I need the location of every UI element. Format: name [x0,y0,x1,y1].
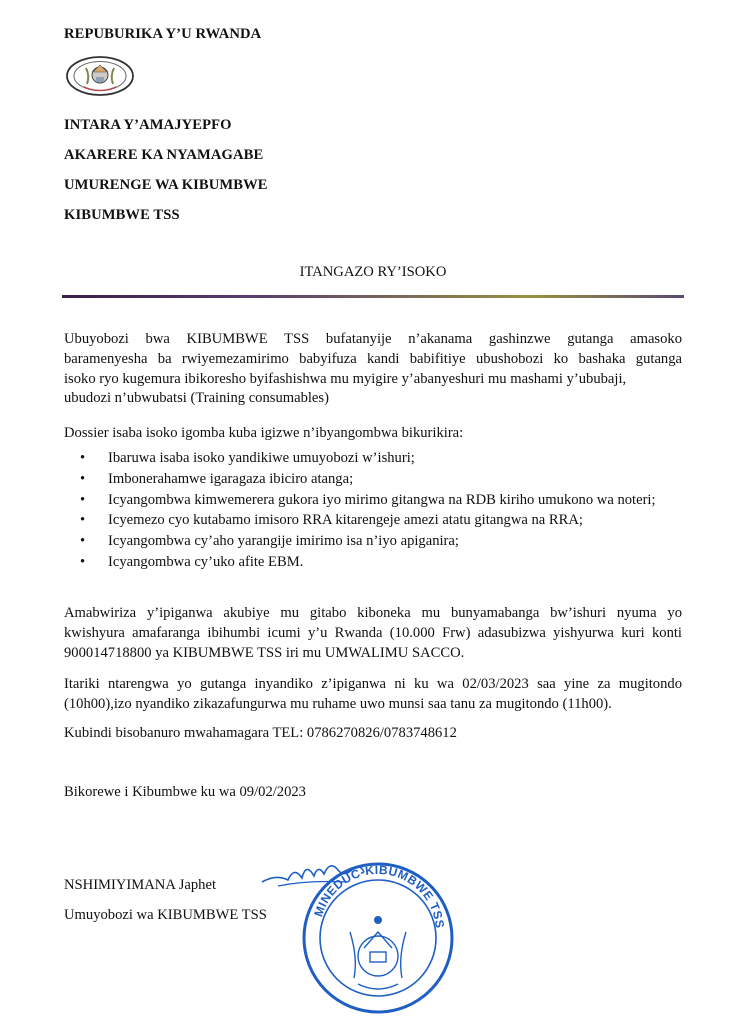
deadline-line: Itariki ntarengwa yo gutanga inyandiko z’ipiganwa ni ku wa 02/03/2023 saa yine za mugitondo [64,676,682,692]
header-district: AKARERE KA NYAMAGABE [64,147,264,163]
list-item [80,449,682,469]
list-item [80,470,682,490]
svg-text:MINEDUC-KIBUMBWE TSS: MINEDUC-KIBUMBWE TSS [311,862,447,930]
header-school: KIBUMBWE TSS [64,207,180,223]
list-item [80,532,682,552]
intro-paragraph [64,330,682,409]
bullet-icon: • [80,470,86,487]
requirements-list [80,449,682,574]
list-item [80,553,682,573]
list-item-text: Ibaruwa isaba isoko yandikiwe umuyobozi w’ishuri; [108,450,415,466]
official-stamp-icon [298,848,458,1016]
bullet-icon: • [80,450,86,466]
bullet-icon: • [80,491,86,508]
bullet-icon: • [80,512,86,529]
title-divider [62,295,684,298]
date-line: Bikorewe i Kibumbwe ku wa 09/02/2023 [64,784,306,800]
notice-title: ITANGAZO RY’ISOKO [299,264,447,280]
list-item-text: Icyangombwa cy’uko afite EBM. [108,553,304,570]
header-country: REPUBURIKA Y’U RWANDA [64,26,262,42]
dossier-heading: Dossier isaba isoko igomba kuba igizwe n’ibyangombwa bikurikira: [64,425,464,441]
intro-line: isoko ryo kugemura ibikoresho byifashishwa mu myigire y’abanyeshuri mu mashami y’ububaji, [64,370,627,387]
intro-line: ubudozi n’ubwubatsi (Training consumables) [64,390,329,407]
signatory-role: Umuyobozi wa KIBUMBWE TSS [64,907,267,923]
conditions-line: 900014718800 ya KIBUMBWE TSS iri mu UMWALIMU SACCO. [64,644,465,661]
deadline-paragraph [64,675,682,715]
rwanda-coat-of-arms-icon [62,54,138,98]
bullet-icon: • [80,553,86,570]
header-province: INTARA Y’AMAJYEPFO [64,117,232,133]
signatory-name: NSHIMIYIMANA Japhet [64,877,217,893]
conditions-line: Amabwiriza y’ipiganwa akubiye mu gitabo kiboneka mu bunyamabanga bw’ishuri nyuma yo [64,605,682,621]
list-item [80,491,682,511]
list-item-text: Icyangombwa cy’aho yarangije imirimo isa n’iyo apiganira; [108,533,459,550]
deadline-line: (10h00),izo nyandiko zikazafungurwa mu ruhame uwo munsi saa tanu za mugitondo (11h00). [64,695,612,712]
intro-line: baramenyesha ba rwiyemezamirimo babyifuza kandi babifitiye ubushobozi ko bashaka gutanga [64,350,682,367]
list-item [80,511,682,531]
contact-line: Kubindi bisobanuro mwahamagara TEL: 0786270826/0783748612 [64,725,457,741]
list-item-text: Icyemezo cyo kutabamo imisoro RRA kitarengeje amezi atatu gitangwa na RRA; [108,512,583,529]
list-item-text: Imbonerahamwe igaragaza ibiciro atanga; [108,470,354,487]
conditions-line: kwishyura amafaranga ibihumbi icumi y’u Rwanda (10.000 Frw) adasubizwa yishyurwa kuri konti [64,624,682,641]
header-sector: UMURENGE WA KIBUMBWE [64,177,268,193]
bullet-icon: • [80,533,86,550]
conditions-paragraph [64,604,682,663]
list-item-text: Icyangombwa kimwemerera gukora iyo mirimo gitangwa na RDB kiriho umukono wa noteri; [108,491,656,508]
intro-line: Ubuyobozi bwa KIBUMBWE TSS bufatanyije n’akanama gashinzwe gutanga amasoko [64,331,682,347]
